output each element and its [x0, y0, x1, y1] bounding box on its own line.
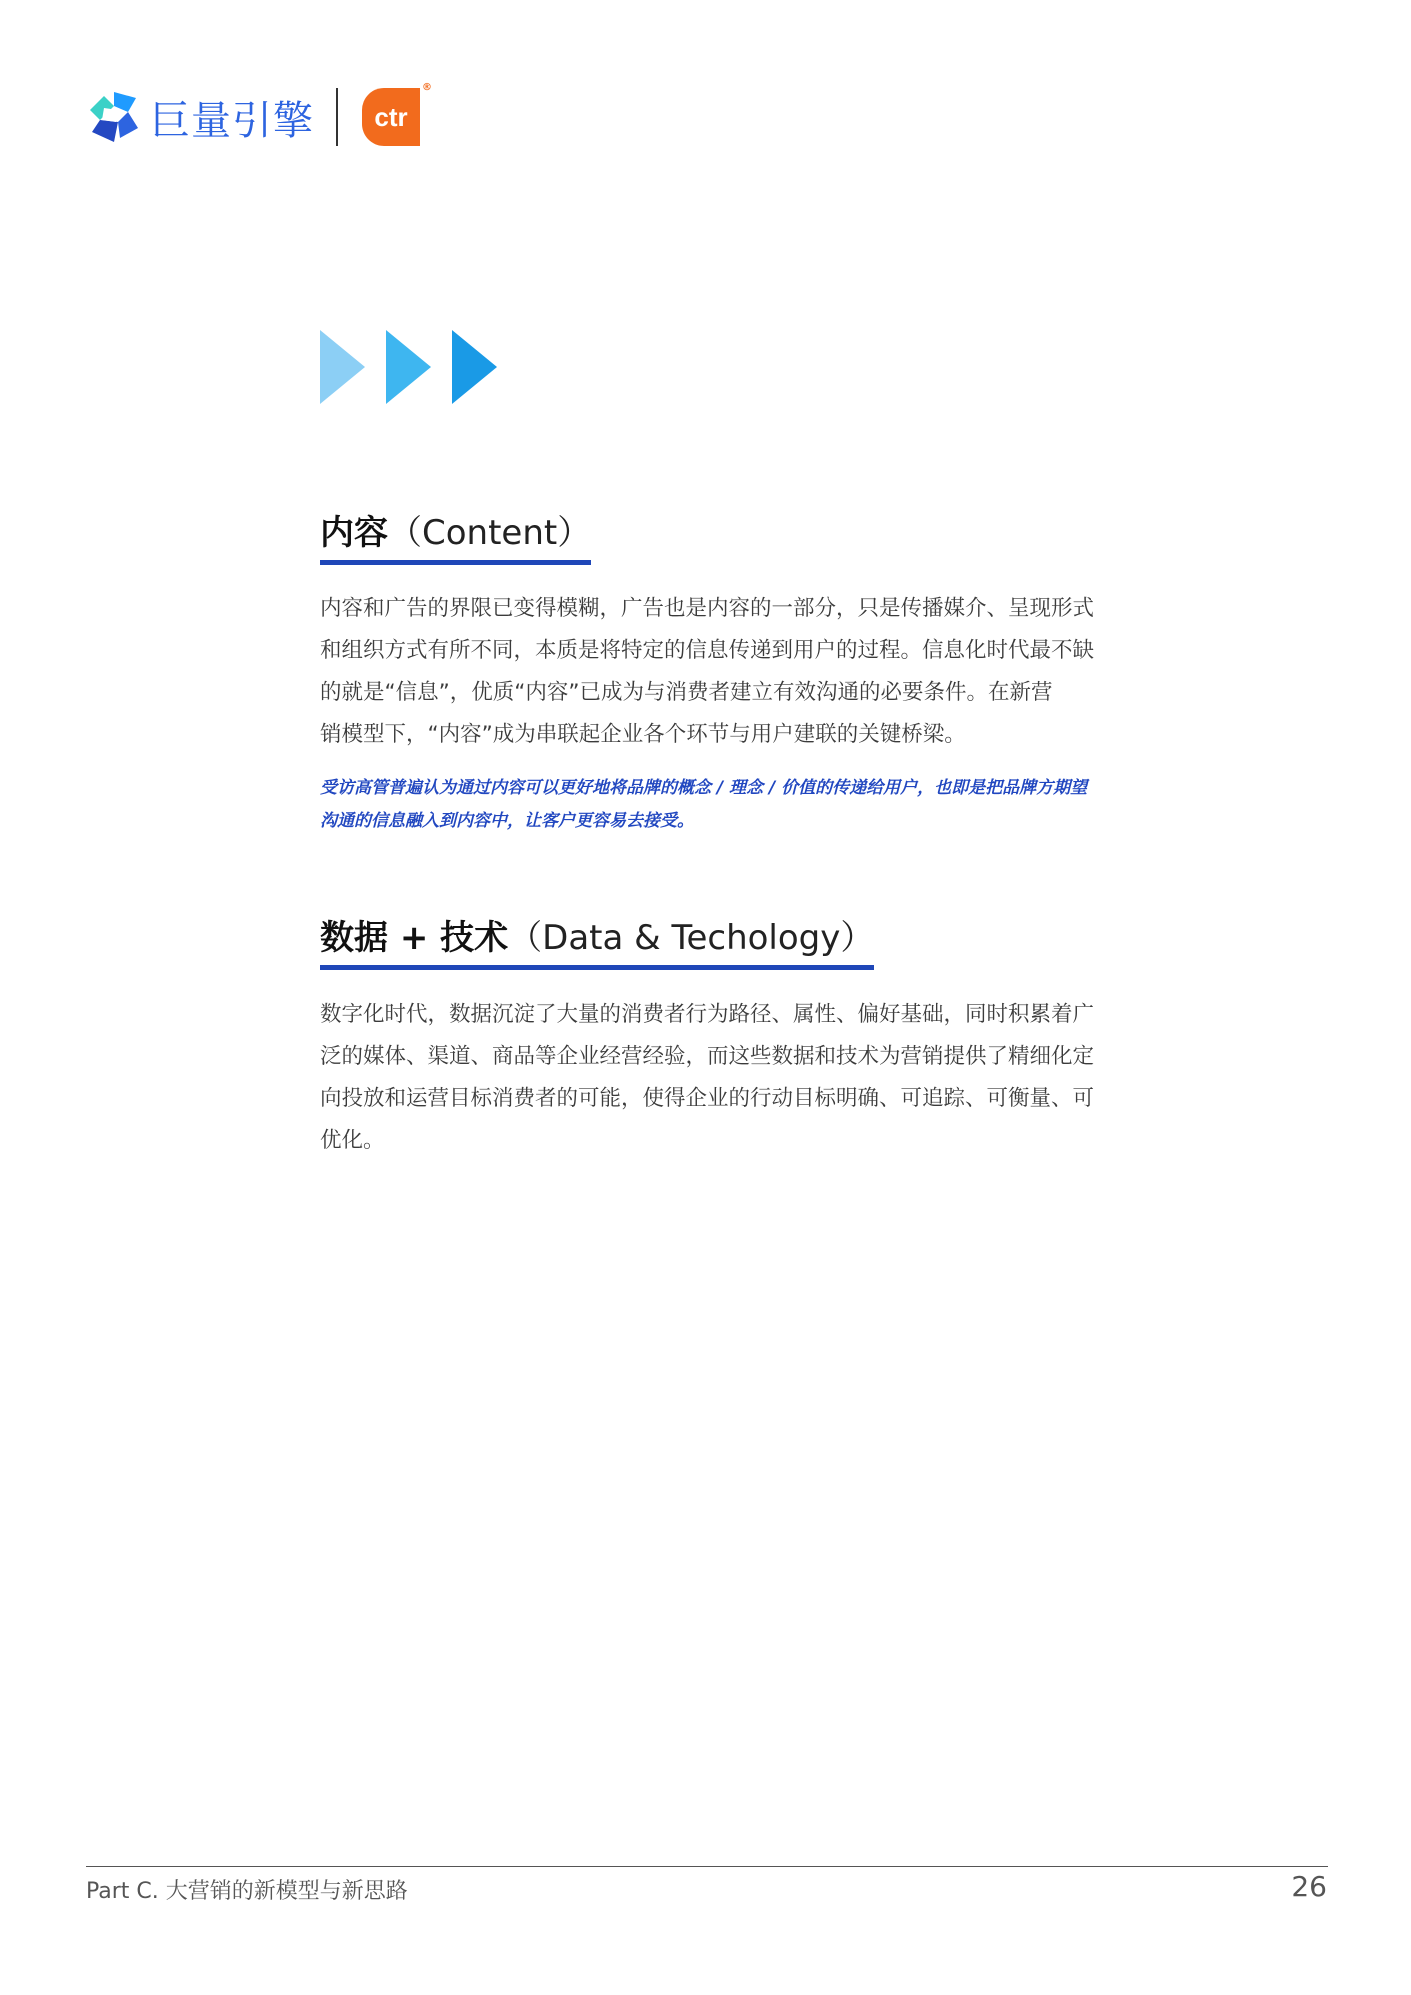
ocean-engine-logo-icon: [84, 88, 142, 146]
section-heading-data-tech: [320, 910, 874, 970]
quote-line: 受访高管普遍认为通过内容可以更好地将品牌的概念 / 理念 / 价值的传递给用户，也即是把品牌方期望: [320, 778, 1088, 798]
paragraph-line: 销模型下，“内容”成为串联起企业各个环节与用户建联的关键桥梁。: [320, 722, 966, 747]
section-title: 数据 + 技术: [320, 918, 509, 958]
highlight-quote: [320, 772, 1190, 838]
footer-divider: [86, 1866, 1328, 1867]
header-logos: [84, 82, 432, 152]
section-title-sub: （Content）: [388, 513, 592, 553]
paragraph-line: 向投放和运营目标消费者的可能，使得企业的行动目标明确、可追踪、可衡量、可: [320, 1086, 1095, 1111]
ctr-logo-text: ctr: [374, 101, 408, 132]
section-heading-content: [320, 505, 591, 565]
ocean-engine-logo-text: 巨量引擎: [150, 97, 314, 144]
paragraph-line: 泛的媒体、渠道、商品等企业经营经验，而这些数据和技术为营销提供了精细化定: [320, 1044, 1095, 1069]
paragraph-line: 内容和广告的界限已变得模糊，广告也是内容的一部分，只是传播媒介、呈现形式: [320, 596, 1095, 621]
page-number: 26: [1291, 1870, 1327, 1903]
footer-section-label: Part C. 大营销的新模型与新思路: [86, 1879, 408, 1904]
logo-divider: [336, 88, 338, 146]
paragraph-line: 的就是“信息”，优质“内容”已成为与消费者建立有效沟通的必要条件。在新营: [320, 680, 1053, 705]
ctr-registered-mark: ®: [422, 82, 432, 93]
paragraph-line: 和组织方式有所不同，本质是将特定的信息传递到用户的过程。信息化时代最不缺: [320, 638, 1095, 663]
paragraph-line: 优化。: [320, 1128, 385, 1153]
paragraph-line: 数字化时代，数据沉淀了大量的消费者行为路径、属性、偏好基础，同时积累着广: [320, 1002, 1095, 1027]
section-title: 内容: [320, 513, 388, 553]
section-paragraph-content: [320, 588, 1180, 756]
triangle-3: [452, 330, 497, 404]
section-title-sub: （Data & Techology）: [508, 918, 875, 958]
triangle-arrows-icon: [320, 330, 500, 404]
section-paragraph-data-tech: [320, 994, 1180, 1162]
triangle-1: [320, 330, 365, 404]
quote-line: 沟通的信息融入到内容中，让客户更容易去接受。: [320, 811, 694, 831]
triangle-2: [386, 330, 431, 404]
ctr-logo: [362, 82, 432, 146]
